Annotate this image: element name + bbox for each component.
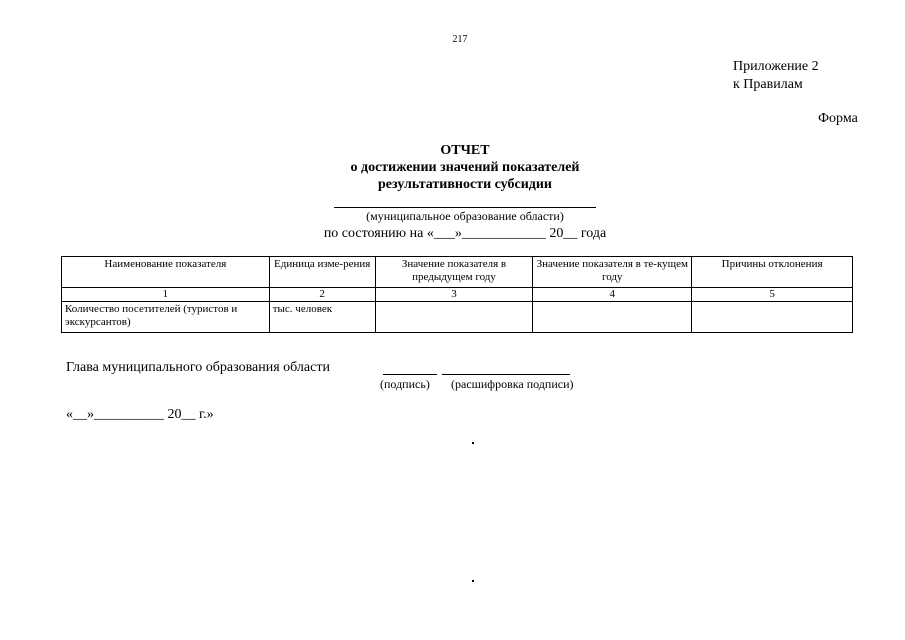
cell-unit: тыс. человек [269,302,375,333]
signature-decoding-caption: (расшифровка подписи) [451,377,574,391]
report-date-line: «__»__________ 20__ г.» [66,407,214,422]
table-row [62,302,853,333]
number-cell: 2 [269,288,375,302]
number-cell: 3 [375,288,533,302]
signature-decoding-line [442,374,570,375]
cell-previous-year-value[interactable] [375,302,533,333]
title-line3: результативности субсидии [378,177,552,192]
number-cell: 1 [62,288,270,302]
as-of-date: по состоянию на «___»____________ 20__ года [323,226,607,241]
number-cell: 4 [533,288,692,302]
header-cell-reasons: Причины отклонения [692,257,853,288]
appendix-reference [733,58,819,94]
header-cell-current-year: Значение показателя в те-кущем году [533,257,692,288]
scan-speck [472,580,474,582]
table-number-row [62,288,853,302]
appendix-line2: к Правилам [733,77,803,92]
scan-speck [472,442,474,444]
header-cell-unit: Единица изме-рения [269,257,375,288]
title-line2: о достижении значений показателей [350,160,580,175]
header-cell-previous-year: Значение показателя в предыдущем году [375,257,533,288]
header-cell-name: Наименование показателя [62,257,270,288]
municipality-underline [334,207,596,208]
report-table [61,256,853,333]
cell-deviation-reasons[interactable] [692,302,853,333]
table-header-row [62,257,853,288]
municipality-caption: (муниципальное образование области) [366,209,564,223]
appendix-line1: Приложение 2 [733,59,819,74]
page-number: 217 [452,34,468,45]
form-label: Форма [818,111,858,126]
signature-label: Глава муниципального образования области [66,360,330,375]
report-title [300,142,630,193]
number-cell: 5 [692,288,853,302]
title-main: ОТЧЕТ [440,143,490,158]
signature-caption: (подпись) [380,377,430,391]
cell-current-year-value[interactable] [533,302,692,333]
signature-line [383,374,437,375]
cell-indicator-name: Количество посетителей (туристов и экскурсантов) [62,302,270,333]
